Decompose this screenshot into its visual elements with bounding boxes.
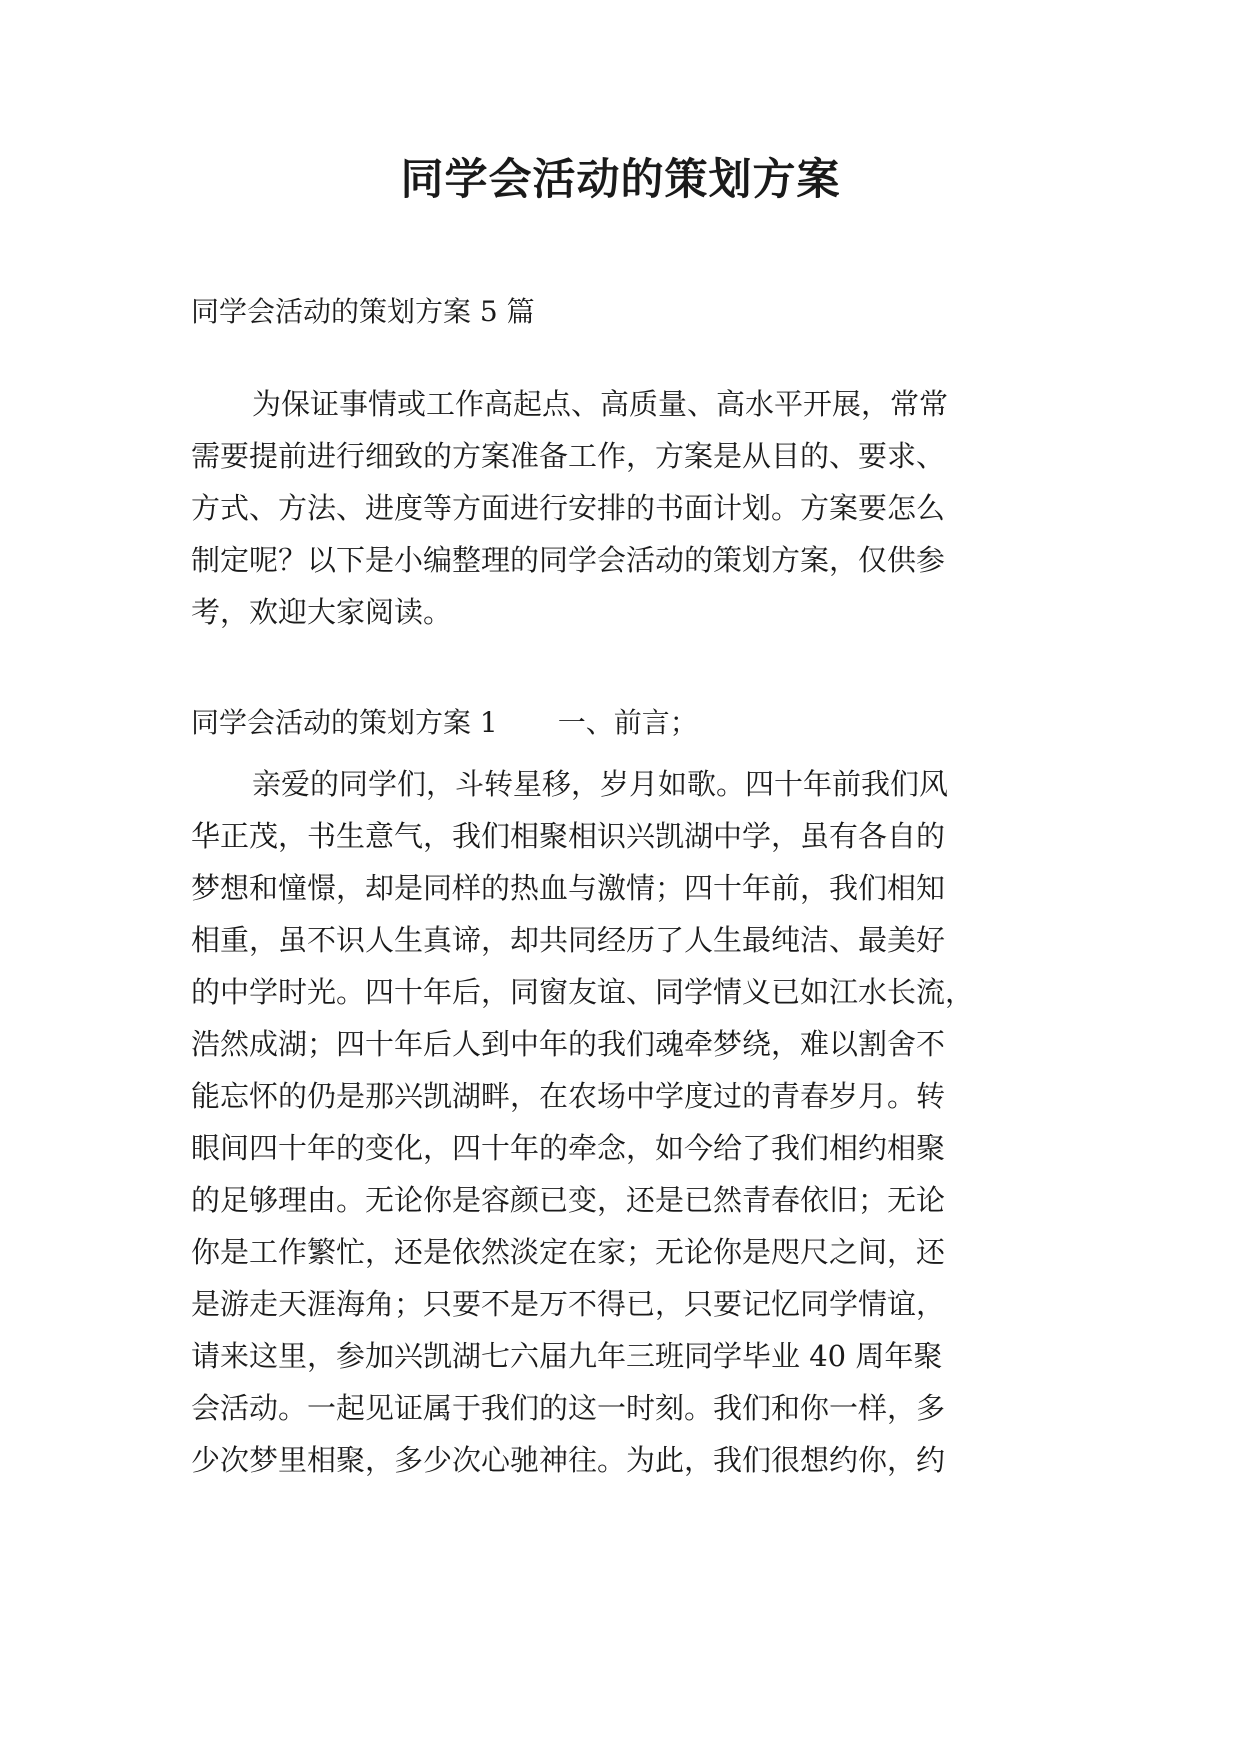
body-line: 眼间四十年的变化，四十年的牵念，如今给了我们相约相聚 — [191, 1131, 946, 1165]
body-line: 的中学时光。四十年后，同窗友谊、同学情义已如江水长流， — [191, 975, 975, 1009]
section-subheading: 一、前言； — [557, 706, 698, 739]
body-line: 相重，虽不识人生真谛，却共同经历了人生最纯洁、最美好 — [191, 923, 946, 957]
body-line: 的足够理由。无论你是容颜已变，还是已然青春依旧；无论 — [191, 1183, 946, 1217]
body-line: 请来这里，参加兴凯湖七六届九年三班同学毕业 40 周年聚 — [191, 1339, 943, 1373]
intro-line: 考，欢迎大家阅读。 — [191, 595, 453, 629]
body-line: 亲爱的同学们，斗转星移，岁月如歌。四十年前我们风 — [252, 767, 949, 801]
section-title: 同学会活动的策划方案 1 — [191, 706, 498, 739]
body-line: 你是工作繁忙，还是依然淡定在家；无论你是咫尺之间，还 — [191, 1235, 946, 1269]
body-line: 梦想和憧憬，却是同样的热血与激情；四十年前，我们相知 — [191, 871, 946, 905]
body-line: 少次梦里相聚，多少次心驰神往。为此，我们很想约你，约 — [191, 1443, 946, 1477]
document-subtitle: 同学会活动的策划方案 5 篇 — [191, 295, 535, 328]
intro-line: 需要提前进行细致的方案准备工作，方案是从目的、要求、 — [191, 439, 946, 473]
section-heading — [191, 703, 698, 743]
body-line: 会活动。一起见证属于我们的这一时刻。我们和你一样，多 — [191, 1391, 946, 1425]
document-title: 同学会活动的策划方案 — [400, 155, 841, 205]
body-line: 浩然成湖；四十年后人到中年的我们魂牵梦绕，难以割舍不 — [191, 1027, 946, 1061]
body-line: 华正茂，书生意气，我们相聚相识兴凯湖中学，虽有各自的 — [191, 819, 946, 853]
intro-line: 方式、方法、进度等方面进行安排的书面计划。方案要怎么 — [191, 491, 946, 525]
body-line: 是游走天涯海角；只要不是万不得已，只要记忆同学情谊， — [191, 1287, 946, 1321]
body-line: 能忘怀的仍是那兴凯湖畔，在农场中学度过的青春岁月。转 — [191, 1079, 946, 1113]
intro-line: 制定呢？以下是小编整理的同学会活动的策划方案，仅供参 — [191, 543, 946, 577]
intro-line: 为保证事情或工作高起点、高质量、高水平开展，常常 — [252, 387, 949, 421]
